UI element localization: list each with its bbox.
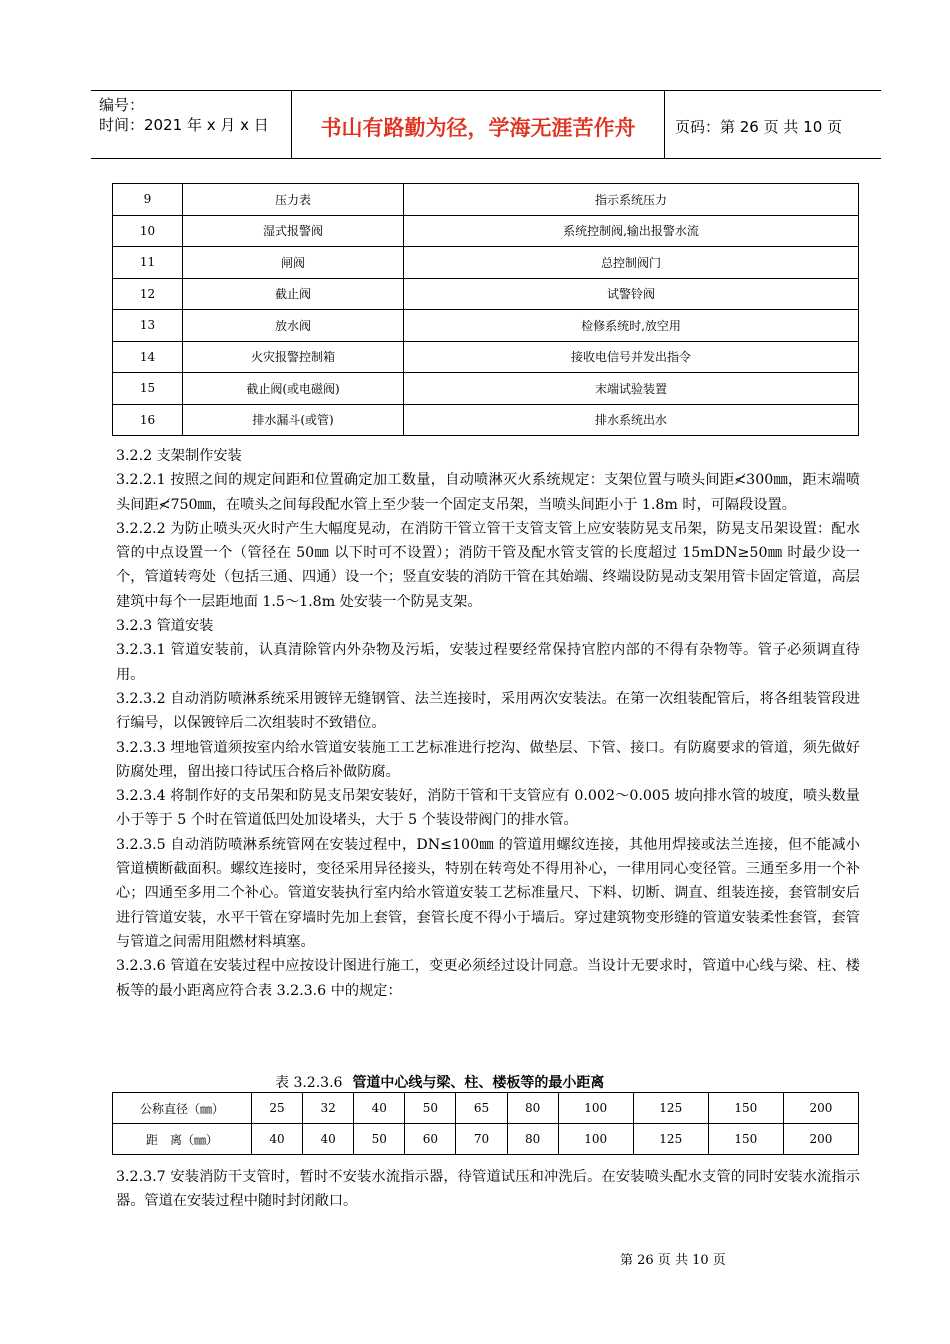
table-cell: 100 xyxy=(558,1093,633,1124)
table-cell: 125 xyxy=(633,1093,708,1124)
paragraph: 3.2.3.5 自动消防喷淋系统管网在安装过程中，DN≤100㎜ 的管道用螺纹连接，其他用焊接或法兰连接，但不能减小管道横断截面积。螺纹连接时，变径采用异径接头，特别在转弯处不得用补心，一律用同心变径管。三通至多用一个补心；四通至多用二个补心。管道安装执行室内给水管道安装工艺标准量尺、下料、切断、调直、组装连接，套管制安后进行管道安装，水平干管在穿墙时先加上套管，套管长度不得小于墙后。穿过建筑物变形缝的管道安装柔性套管，套管与管道之间需用阻燃材料填塞。 xyxy=(116,836,860,950)
item-function: 末端试验装置 xyxy=(404,373,859,405)
table-row xyxy=(113,310,859,342)
table-cell: 100 xyxy=(558,1124,633,1155)
item-function: 指示系统压力 xyxy=(404,184,859,216)
paragraph: 3.2.3.3 埋地管道须按室内给水管道安装施工工艺标准进行挖沟、做垫层、下管、接口。有防腐要求的管道，须先做好防腐处理，留出接口待试压合格后补做防腐。 xyxy=(116,739,860,780)
table-cell: 65 xyxy=(456,1093,507,1124)
paragraph: 3.2.3.1 管道安装前，认真清除管内外杂物及污垢，安装过程要经常保持官腔内部的不得有杂物等。管子必须调直待用。 xyxy=(116,642,860,683)
item-name: 放水阀 xyxy=(183,310,404,342)
distance-table xyxy=(112,1092,859,1155)
item-number: 11 xyxy=(113,247,183,279)
item-number: 9 xyxy=(113,184,183,216)
table-row xyxy=(113,247,859,279)
parts-table xyxy=(112,183,859,436)
table-cell: 40 xyxy=(354,1093,405,1124)
table-cell: 32 xyxy=(303,1093,354,1124)
table-cell: 40 xyxy=(303,1124,354,1155)
table-cell: 200 xyxy=(783,1124,858,1155)
item-name: 闸阀 xyxy=(183,247,404,279)
row-header: 公称直径（㎜） xyxy=(113,1093,252,1124)
table-cell: 50 xyxy=(354,1124,405,1155)
item-function: 检修系统时,放空用 xyxy=(404,310,859,342)
item-function: 试警铃阀 xyxy=(404,278,859,310)
table-row xyxy=(113,184,859,216)
item-number: 16 xyxy=(113,404,183,436)
table-row xyxy=(113,1093,859,1124)
item-number: 14 xyxy=(113,341,183,373)
table-cell: 80 xyxy=(507,1093,558,1124)
item-function: 接收电信号并发出指令 xyxy=(404,341,859,373)
table-row xyxy=(113,1124,859,1155)
paragraph: 3.2.3.6 管道在安装过程中应按设计图进行施工，变更必须经过设计同意。当设计无要求时，管道中心线与梁、柱、楼板等的最小距离应符合表 3.2.3.6 中的规定： xyxy=(116,958,860,999)
table-row xyxy=(113,341,859,373)
table-cell: 25 xyxy=(252,1093,303,1124)
page-header xyxy=(91,90,881,159)
table-cell: 60 xyxy=(405,1124,456,1155)
table-cell: 150 xyxy=(708,1093,783,1124)
code-label: 编号： xyxy=(99,96,145,114)
paragraph: 3.2.2.2 为防止喷头灭火时产生大幅度晃动，在消防干管立管干支管支管上应安装防晃支吊架，防晃支吊架设置：配水管的中点设置一个（管径在 50㎜ 以下时可不设置）；消防干管及配水管支管的长度超过 15mDN≥50㎜ 时最少设一个，管道转弯处（包括三通、四通）设一个；竖直安装的消防干管在其始端、终端设防晃动支架用管卡固定管道，高层建筑中每个一层距地面 1.5～1.8m 处安装一个防晃支架。 xyxy=(116,520,860,610)
paragraph: 3.2.2 支架制作安装 xyxy=(116,448,242,464)
table-cell: 150 xyxy=(708,1124,783,1155)
table-row xyxy=(113,373,859,405)
body-text xyxy=(116,444,860,1003)
item-number: 10 xyxy=(113,215,183,247)
item-name: 火灾报警控制箱 xyxy=(183,341,404,373)
item-number: 13 xyxy=(113,310,183,342)
item-function: 排水系统出水 xyxy=(404,404,859,436)
caption-title: 管道中心线与梁、柱、楼板等的最小距离 xyxy=(352,1075,605,1091)
table-row xyxy=(113,278,859,310)
table-cell: 125 xyxy=(633,1124,708,1155)
table-row xyxy=(113,215,859,247)
paragraph: 3.2.2.1 按照之间的规定间距和位置确定加工数量，自动喷淋灭火系统规定：支架位置与喷头间距≮300㎜，距末端喷头间距≮750㎜，在喷头之间每段配水管上至少装一个固定支吊架，当喷头间距小于 1.8m 时，可隔段设置。 xyxy=(116,472,860,513)
item-name: 排水漏斗(或管) xyxy=(183,404,404,436)
item-function: 总控制阀门 xyxy=(404,247,859,279)
table-cell: 200 xyxy=(783,1093,858,1124)
paragraph: 3.2.3 管道安装 xyxy=(116,618,214,635)
table-row xyxy=(113,404,859,436)
table-caption xyxy=(275,1072,604,1092)
header-meta xyxy=(91,91,292,158)
caption-number: 表 3.2.3.6 xyxy=(275,1075,343,1091)
item-number: 12 xyxy=(113,278,183,310)
time-label: 时间：2021 年 x 月 x 日 xyxy=(99,116,269,134)
table-cell: 50 xyxy=(405,1093,456,1124)
table-cell: 40 xyxy=(252,1124,303,1155)
body-text-2 xyxy=(116,1165,860,1214)
paragraph: 3.2.3.4 将制作好的支吊架和防晃支吊架安装好，消防干管和干支管应有 0.002～0.005 坡向排水管的坡度，喷头数量小于等于 5 个时在管道低凹处加设堵头，大于 5 个装设带阀门的排水管。 xyxy=(116,788,860,829)
row-header: 距 离（㎜） xyxy=(113,1124,252,1155)
table-cell: 80 xyxy=(507,1124,558,1155)
item-function: 系统控制阀,输出报警水流 xyxy=(404,215,859,247)
header-page-info: 页码：第 26 页 共 10 页 xyxy=(675,118,843,136)
item-name: 湿式报警阀 xyxy=(183,215,404,247)
item-name: 截止阀 xyxy=(183,278,404,310)
page-footer: 第 26 页 共 10 页 xyxy=(620,1253,726,1268)
item-number: 15 xyxy=(113,373,183,405)
header-motto: 书山有路勤为径，学海无涯苦作舟 xyxy=(292,91,665,158)
paragraph: 3.2.3.7 安装消防干支管时，暂时不安装水流指示器，待管道试压和冲洗后。在安装喷头配水支管的同时安装水流指示器。管道在安装过程中随时封闭敞口。 xyxy=(116,1169,860,1210)
paragraph: 3.2.3.2 自动消防喷淋系统采用镀锌无缝钢管、法兰连接时，采用两次安装法。在第一次组装配管后，将各组装管段进行编号，以保镀锌后二次组装时不致错位。 xyxy=(116,690,860,732)
table-cell: 70 xyxy=(456,1124,507,1155)
item-name: 截止阀(或电磁阀) xyxy=(183,373,404,405)
item-name: 压力表 xyxy=(183,184,404,216)
